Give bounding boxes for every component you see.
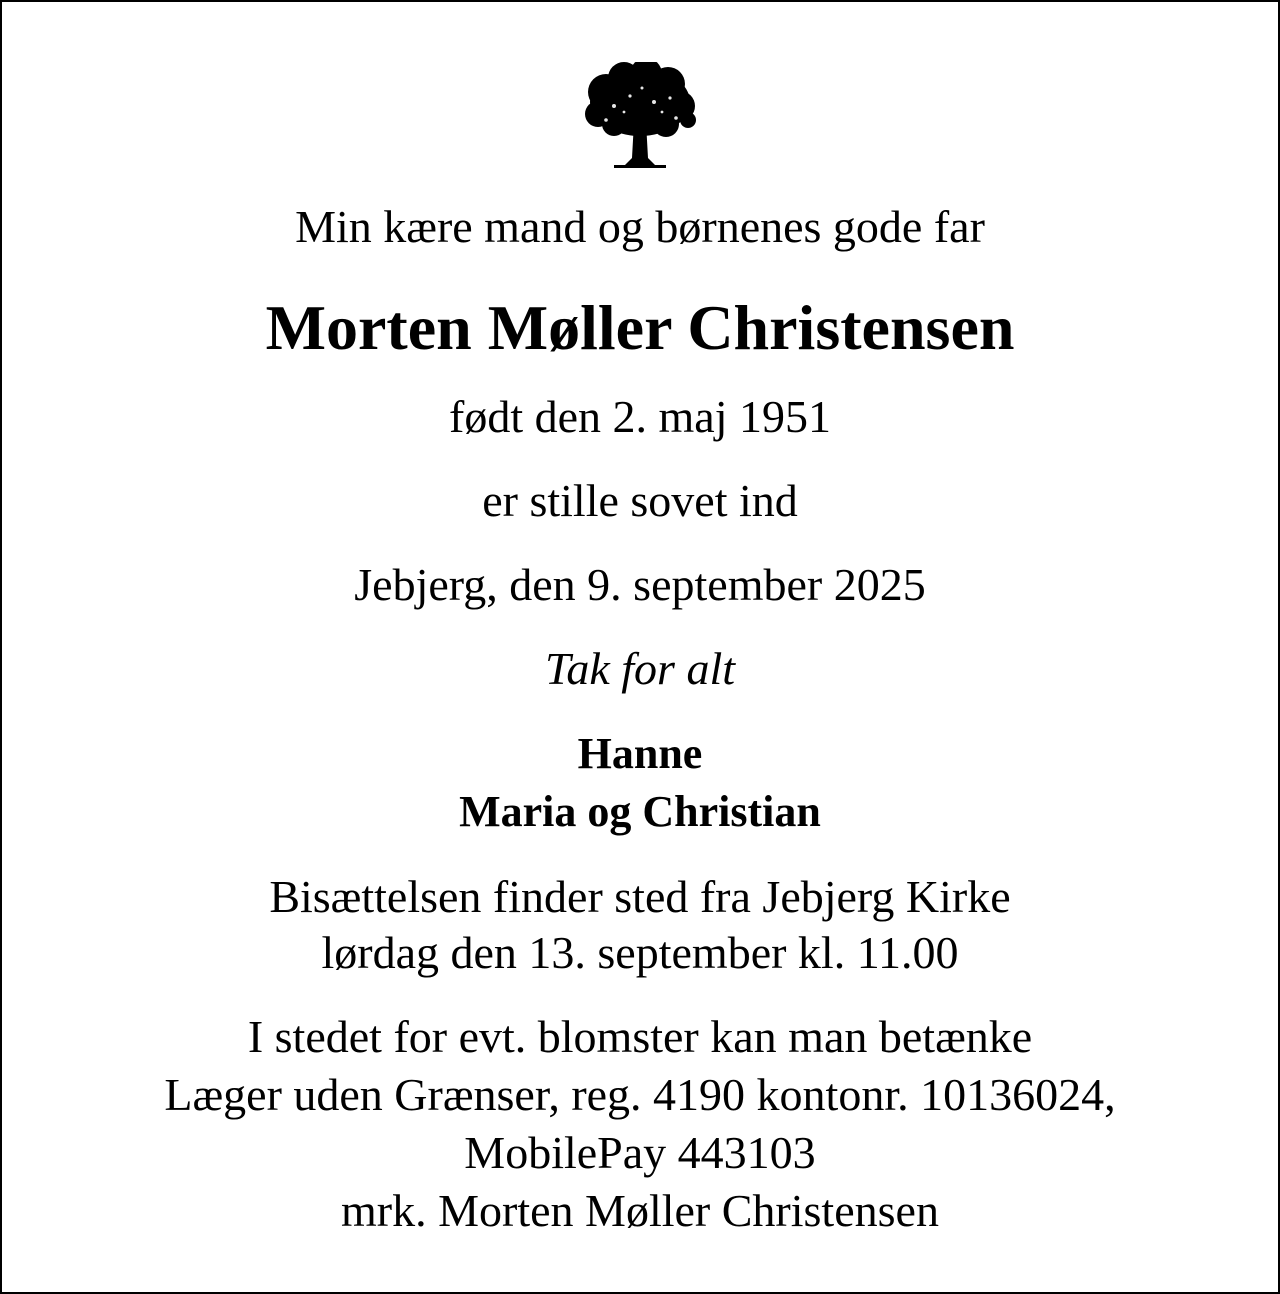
intro-text: Min kære mand og børnenes gode far	[295, 201, 985, 252]
donation-line: Læger uden Grænser, reg. 4190 kontonr. 10136024,	[164, 1069, 1116, 1120]
donation-line: mrk. Morten Møller Christensen	[341, 1185, 939, 1236]
oak-tree-icon	[584, 62, 696, 170]
deceased-name: Morten Møller Christensen	[265, 292, 1015, 363]
birth-date: født den 2. maj 1951	[449, 391, 831, 442]
place-date: Jebjerg, den 9. september 2025	[354, 559, 926, 610]
signature-line: Hanne	[577, 729, 703, 778]
signature-line: Maria og Christian	[459, 787, 821, 836]
donation-line: MobilePay 443103	[464, 1127, 816, 1178]
funeral-line: lørdag den 13. september kl. 11.00	[321, 927, 959, 978]
funeral-line: Bisættelsen finder sted fra Jebjerg Kirke	[269, 871, 1011, 922]
thanks-text: Tak for alt	[544, 643, 736, 694]
passed-text: er stille sovet ind	[482, 475, 798, 526]
donation-line: I stedet for evt. blomster kan man betænke	[247, 1011, 1033, 1062]
